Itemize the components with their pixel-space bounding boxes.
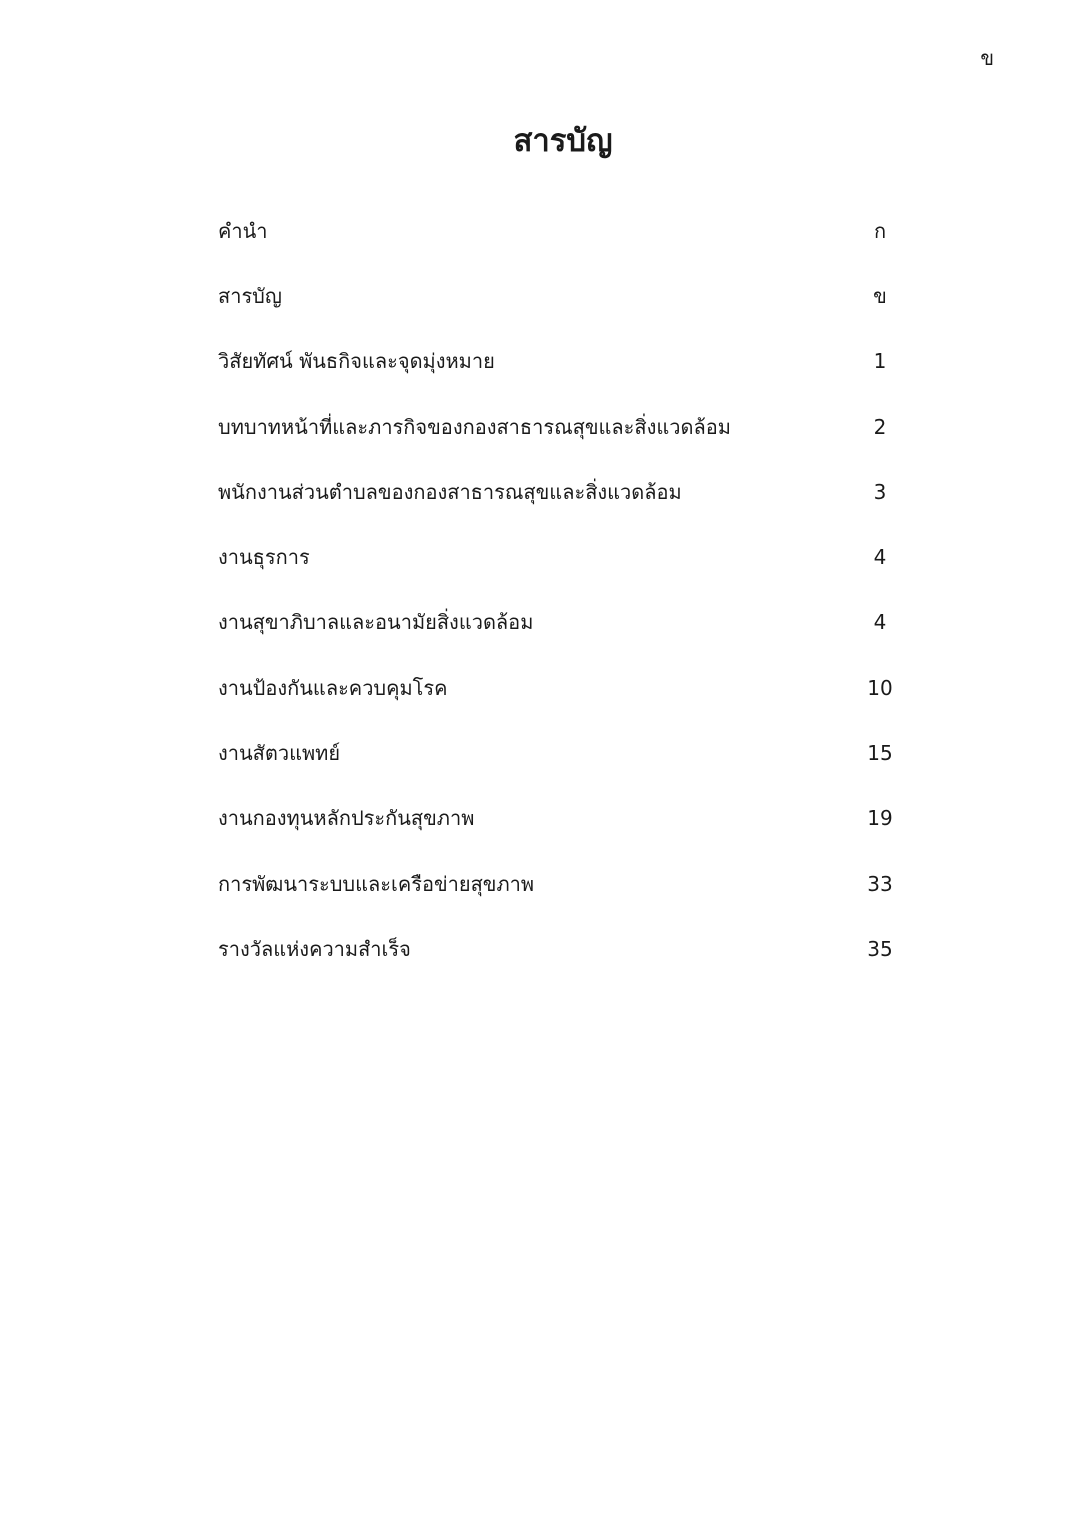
toc-entry [218,329,902,394]
toc-entry-page: 4 [873,545,887,570]
toc-entry-page: 33 [867,871,893,896]
toc-entry [218,720,902,785]
toc-entry-title: บทบาทหน้าที่และภารกิจของกองสาธารณสุขและสิ่งแวดล้อม [218,414,731,439]
toc-entry-title: งานธุรการ [218,545,310,570]
toc-entry-title: การพัฒนาระบบและเครือข่ายสุขภาพ [218,871,535,896]
toc-entry-page: ก [873,218,887,243]
toc-entry [218,263,902,328]
toc-entry-page: 3 [873,479,887,504]
toc-entry-page: ข [873,283,887,308]
toc-entry [218,916,902,981]
toc-entry [218,786,902,851]
toc-entry [218,394,902,459]
toc-entry [218,459,902,524]
toc-entry-page: 10 [867,675,893,700]
table-of-contents [218,198,902,982]
toc-entry-page: 4 [873,610,887,635]
toc-entry-page: 15 [867,741,893,766]
page-number: ข [980,46,994,70]
toc-entry-page: 35 [867,936,893,961]
toc-entry [218,524,902,589]
toc-entry-title: รางวัลแห่งความสำเร็จ [218,936,411,961]
toc-entry [218,851,902,916]
toc-entry-page: 2 [873,414,887,439]
toc-entry-title: งานสัตวแพทย์ [218,741,341,766]
toc-entry-title: งานป้องกันและควบคุมโรค [218,675,448,700]
toc-entry-title: สารบัญ [218,283,282,308]
toc-entry-title: คำนำ [218,218,268,243]
toc-entry-page: 1 [873,349,887,374]
toc-entry-title: งานกองทุนหลักประกันสุขภาพ [218,806,475,831]
toc-entry [218,198,902,263]
toc-entry [218,655,902,720]
toc-entry-page: 19 [867,806,893,831]
toc-entry-title: พนักงานส่วนตำบลของกองสาธารณสุขและสิ่งแวดล้อม [218,479,682,504]
toc-entry-title: วิสัยทัศน์ พันธกิจและจุดมุ่งหมาย [218,349,495,374]
toc-entry [218,590,902,655]
toc-entry-title: งานสุขาภิบาลและอนามัยสิ่งแวดล้อม [218,610,534,635]
page-title: สารบัญ [513,123,613,159]
